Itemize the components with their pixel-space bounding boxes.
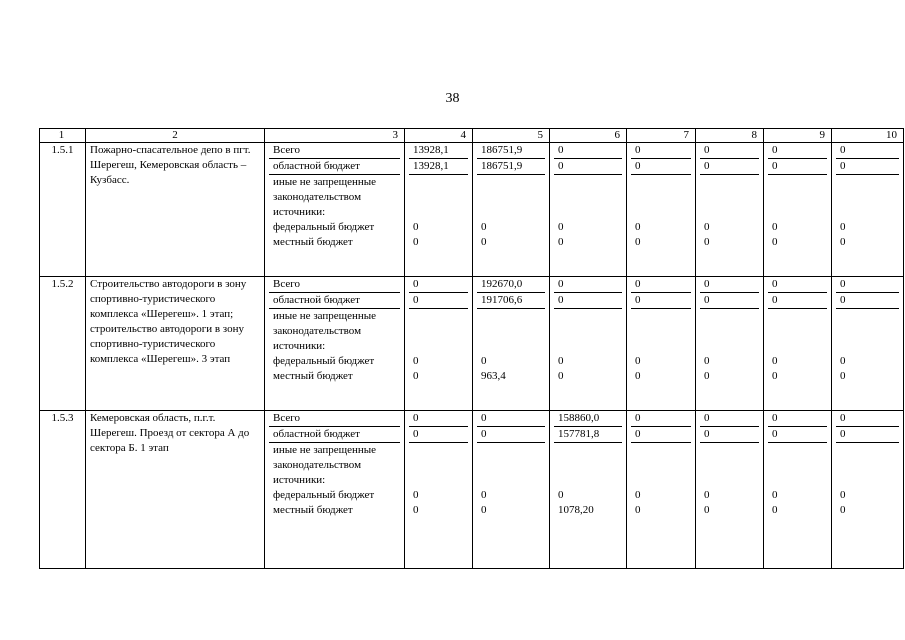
spacer <box>836 309 899 354</box>
funding-sources <box>265 143 405 277</box>
value-total: 0 <box>631 411 691 427</box>
value-column-7 <box>627 411 696 569</box>
spacer <box>631 443 691 488</box>
value-regional: 0 <box>700 293 759 309</box>
spacer <box>554 309 622 354</box>
value-column-6 <box>550 411 627 569</box>
value-federal: 0 <box>635 355 641 367</box>
value-column-10 <box>832 277 904 411</box>
value-column-8 <box>696 143 764 277</box>
value-column-10 <box>832 411 904 569</box>
funding-sources <box>265 277 405 411</box>
source-other-label: иные не запрещенные законодательством источники: <box>273 176 377 218</box>
value-federal: 0 <box>558 221 564 233</box>
funding-sources <box>265 411 405 569</box>
column-header: 10 <box>832 129 904 143</box>
value-local: 0 <box>413 504 419 516</box>
value-regional: 0 <box>836 293 899 309</box>
value-regional: 0 <box>554 159 622 175</box>
value-local: 0 <box>635 236 641 248</box>
column-header: 8 <box>696 129 764 143</box>
source-regional-label: областной бюджет <box>269 159 400 175</box>
table-row <box>40 411 904 569</box>
value-federal: 0 <box>413 355 419 367</box>
source-regional-label: областной бюджет <box>269 293 400 309</box>
spacer <box>768 309 827 354</box>
value-total: 0 <box>836 143 899 159</box>
spacer <box>477 443 545 488</box>
value-local: 0 <box>840 236 846 248</box>
value-column-9 <box>764 143 832 277</box>
value-total: 0 <box>409 411 468 427</box>
column-header: 2 <box>86 129 265 143</box>
source-local-label: местный бюджет <box>273 504 353 516</box>
value-local: 0 <box>413 236 419 248</box>
source-other-label: иные не запрещенные законодательством источники: <box>273 310 377 352</box>
value-regional: 0 <box>409 293 468 309</box>
value-regional: 0 <box>768 293 827 309</box>
value-total: 0 <box>768 411 827 427</box>
table-row <box>40 143 904 277</box>
value-local: 0 <box>481 236 487 248</box>
page-number: 38 <box>445 91 460 106</box>
spacer <box>409 443 468 488</box>
value-regional: 13928,1 <box>409 159 468 175</box>
spacer <box>768 175 827 220</box>
value-total: 0 <box>768 277 827 293</box>
project-name: Строительство автодороги в зону спортивно-туристического комплекса «Шерегеш». 1 этап; строительство автодороги в зону спортивно-туристического комплекса «Шерегеш». 3 этап <box>86 277 265 411</box>
value-column-8 <box>696 411 764 569</box>
value-regional: 0 <box>554 293 622 309</box>
value-local: 1078,20 <box>558 504 594 516</box>
column-header: 4 <box>405 129 473 143</box>
value-column-4 <box>405 411 473 569</box>
source-total-label: Всего <box>269 277 400 293</box>
value-local: 0 <box>558 370 564 382</box>
value-local: 963,4 <box>481 370 506 382</box>
value-column-8 <box>696 277 764 411</box>
spacer <box>631 309 691 354</box>
value-regional: 0 <box>768 159 827 175</box>
value-column-9 <box>764 277 832 411</box>
value-local: 0 <box>413 370 419 382</box>
source-other-label: иные не запрещенные законодательством источники: <box>273 444 377 486</box>
value-federal: 0 <box>840 489 846 501</box>
value-total: 0 <box>477 411 545 427</box>
value-local: 0 <box>635 370 641 382</box>
value-regional: 0 <box>631 159 691 175</box>
value-local: 0 <box>704 504 710 516</box>
value-local: 0 <box>840 504 846 516</box>
spacer <box>836 443 899 488</box>
column-header: 5 <box>473 129 550 143</box>
value-column-4 <box>405 277 473 411</box>
value-total: 0 <box>700 143 759 159</box>
value-federal: 0 <box>840 355 846 367</box>
value-total: 0 <box>700 277 759 293</box>
spacer <box>477 309 545 354</box>
value-column-10 <box>832 143 904 277</box>
project-name: Пожарно-спасательное депо в пгт. Шерегеш, Кемеровская область – Кузбасс. <box>86 143 265 277</box>
value-federal: 0 <box>481 489 487 501</box>
source-total-label: Всего <box>269 411 400 427</box>
value-total: 0 <box>700 411 759 427</box>
value-column-7 <box>627 143 696 277</box>
value-column-7 <box>627 277 696 411</box>
value-local: 0 <box>772 370 778 382</box>
value-federal: 0 <box>413 489 419 501</box>
spacer <box>700 443 759 488</box>
value-federal: 0 <box>772 489 778 501</box>
spacer <box>631 175 691 220</box>
value-total: 0 <box>836 277 899 293</box>
value-column-4 <box>405 143 473 277</box>
value-total: 0 <box>631 143 691 159</box>
value-regional: 0 <box>700 427 759 443</box>
value-local: 0 <box>772 504 778 516</box>
value-federal: 0 <box>704 489 710 501</box>
value-total: 0 <box>554 143 622 159</box>
value-local: 0 <box>558 236 564 248</box>
spacer <box>700 309 759 354</box>
value-federal: 0 <box>772 355 778 367</box>
value-column-5 <box>473 411 550 569</box>
value-column-6 <box>550 277 627 411</box>
value-federal: 0 <box>704 221 710 233</box>
value-regional: 0 <box>700 159 759 175</box>
source-regional-label: областной бюджет <box>269 427 400 443</box>
budget-table <box>39 128 904 569</box>
value-local: 0 <box>704 236 710 248</box>
value-federal: 0 <box>413 221 419 233</box>
spacer <box>409 309 468 354</box>
spacer <box>768 443 827 488</box>
value-regional: 0 <box>836 159 899 175</box>
value-local: 0 <box>635 504 641 516</box>
source-federal-label: федеральный бюджет <box>273 221 375 233</box>
value-regional: 0 <box>409 427 468 443</box>
source-federal-label: федеральный бюджет <box>273 355 375 367</box>
row-code: 1.5.2 <box>40 277 86 411</box>
value-regional: 0 <box>631 427 691 443</box>
value-local: 0 <box>704 370 710 382</box>
value-regional: 186751,9 <box>477 159 545 175</box>
column-header: 7 <box>627 129 696 143</box>
value-federal: 0 <box>840 221 846 233</box>
source-total-label: Всего <box>269 143 400 159</box>
row-code: 1.5.1 <box>40 143 86 277</box>
source-federal-label: федеральный бюджет <box>273 489 375 501</box>
spacer <box>409 175 468 220</box>
value-total: 0 <box>554 277 622 293</box>
value-federal: 0 <box>772 221 778 233</box>
value-federal: 0 <box>635 489 641 501</box>
value-regional: 0 <box>477 427 545 443</box>
value-federal: 0 <box>558 489 564 501</box>
value-local: 0 <box>772 236 778 248</box>
column-header: 6 <box>550 129 627 143</box>
value-regional: 0 <box>836 427 899 443</box>
value-regional: 0 <box>768 427 827 443</box>
column-header: 3 <box>265 129 405 143</box>
value-federal: 0 <box>481 221 487 233</box>
value-column-5 <box>473 143 550 277</box>
source-local-label: местный бюджет <box>273 370 353 382</box>
value-column-6 <box>550 143 627 277</box>
value-total: 0 <box>768 143 827 159</box>
spacer <box>836 175 899 220</box>
column-header: 1 <box>40 129 86 143</box>
project-name: Кемеровская область, п.г.т. Шерегеш. Проезд от сектора А до сектора Б. 1 этап <box>86 411 265 569</box>
value-regional: 191706,6 <box>477 293 545 309</box>
value-federal: 0 <box>635 221 641 233</box>
value-total: 0 <box>836 411 899 427</box>
row-code: 1.5.3 <box>40 411 86 569</box>
value-column-5 <box>473 277 550 411</box>
value-total: 192670,0 <box>477 277 545 293</box>
value-total: 13928,1 <box>409 143 468 159</box>
value-total: 158860,0 <box>554 411 622 427</box>
value-total: 186751,9 <box>477 143 545 159</box>
value-federal: 0 <box>704 355 710 367</box>
source-local-label: местный бюджет <box>273 236 353 248</box>
value-federal: 0 <box>558 355 564 367</box>
table-row <box>40 277 904 411</box>
header-row <box>40 129 904 143</box>
value-local: 0 <box>481 504 487 516</box>
value-total: 0 <box>409 277 468 293</box>
column-header: 9 <box>764 129 832 143</box>
value-regional: 0 <box>631 293 691 309</box>
value-local: 0 <box>840 370 846 382</box>
spacer <box>477 175 545 220</box>
spacer <box>554 175 622 220</box>
value-column-9 <box>764 411 832 569</box>
value-total: 0 <box>631 277 691 293</box>
value-regional: 157781,8 <box>554 427 622 443</box>
spacer <box>554 443 622 488</box>
value-federal: 0 <box>481 355 487 367</box>
spacer <box>700 175 759 220</box>
